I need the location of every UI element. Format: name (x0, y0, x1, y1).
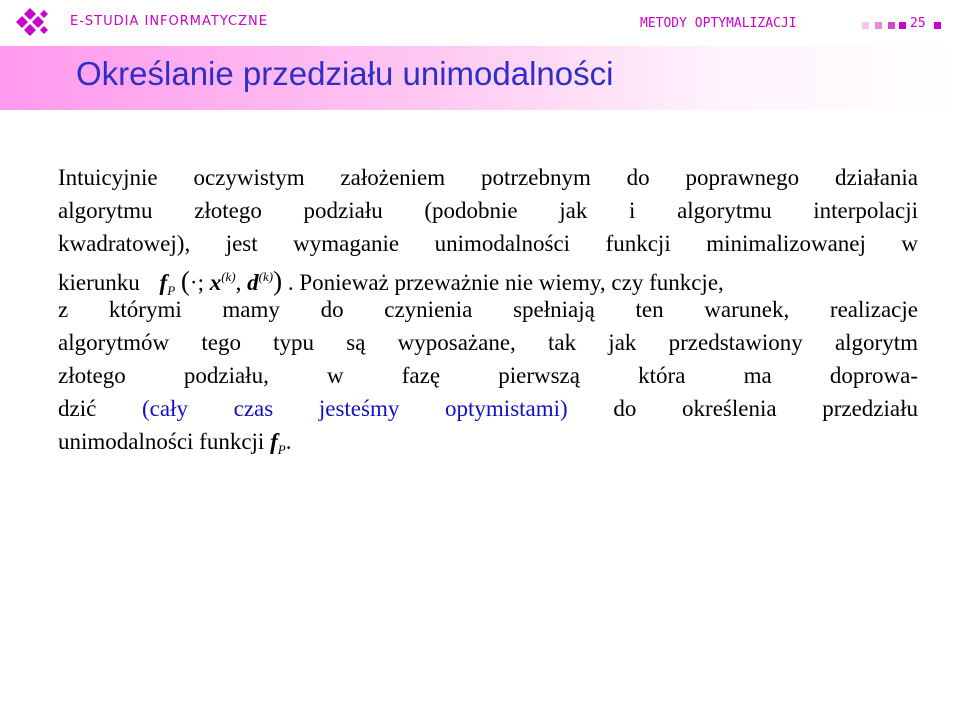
page-number: 25 (910, 16, 926, 31)
logo-icon (12, 6, 52, 38)
paragraph-line: złotego podziału, w fazę pierwszą która ma doprowa- (58, 363, 918, 388)
paragraph-line-formula: kierunku $f_P$ (·; $x^{(k)}$, $d^{(k)}$) . Ponieważ przeważnie nie wiemy, czy funkcje, (58, 266, 724, 298)
paragraph-line: algorytmu złotego podziału (podobnie jak i algorytmu interpolacji (58, 198, 918, 223)
paragraph-line: algorytmów tego typu są wyposażane, tak jak przedstawiony algorytm (58, 330, 918, 355)
decor-square-icon (888, 22, 895, 29)
paragraph-line: kwadratowej), jest wymaganie unimodalności funkcji minimalizowanej w (58, 231, 918, 256)
paragraph-line: Intuicyjnie oczywistym założeniem potrzebnym do poprawnego działania (58, 165, 918, 190)
decor-square-icon (934, 22, 941, 29)
brand-name: E-STUDIA INFORMATYCZNE (70, 14, 268, 29)
course-title: METODY OPTYMALIZACJI (640, 16, 797, 31)
paragraph-line: dzić (cały czas jesteśmy optymistami) do określenia przedziału (58, 396, 918, 421)
decor-square-icon (875, 22, 882, 29)
paragraph-line: unimodalności funkcji $f_P$. (58, 429, 292, 457)
paragraph-line: z którymi mamy do czynienia spełniają ten warunek, realizacje (58, 297, 918, 322)
decor-square-icon (899, 22, 906, 29)
function-symbol: $f_P$ (270, 429, 286, 457)
header-bar (0, 0, 960, 44)
slide-title: Określanie przedziału unimodalności (76, 55, 614, 92)
highlighted-remark: (cały czas jesteśmy optymistami) (141, 396, 568, 421)
title-bar (0, 46, 960, 110)
decor-square-icon (862, 22, 869, 29)
body-text (58, 161, 918, 458)
direction-formula: $f_P$ (·; $x^{(k)}$, $d^{(k)}$) (159, 266, 283, 298)
